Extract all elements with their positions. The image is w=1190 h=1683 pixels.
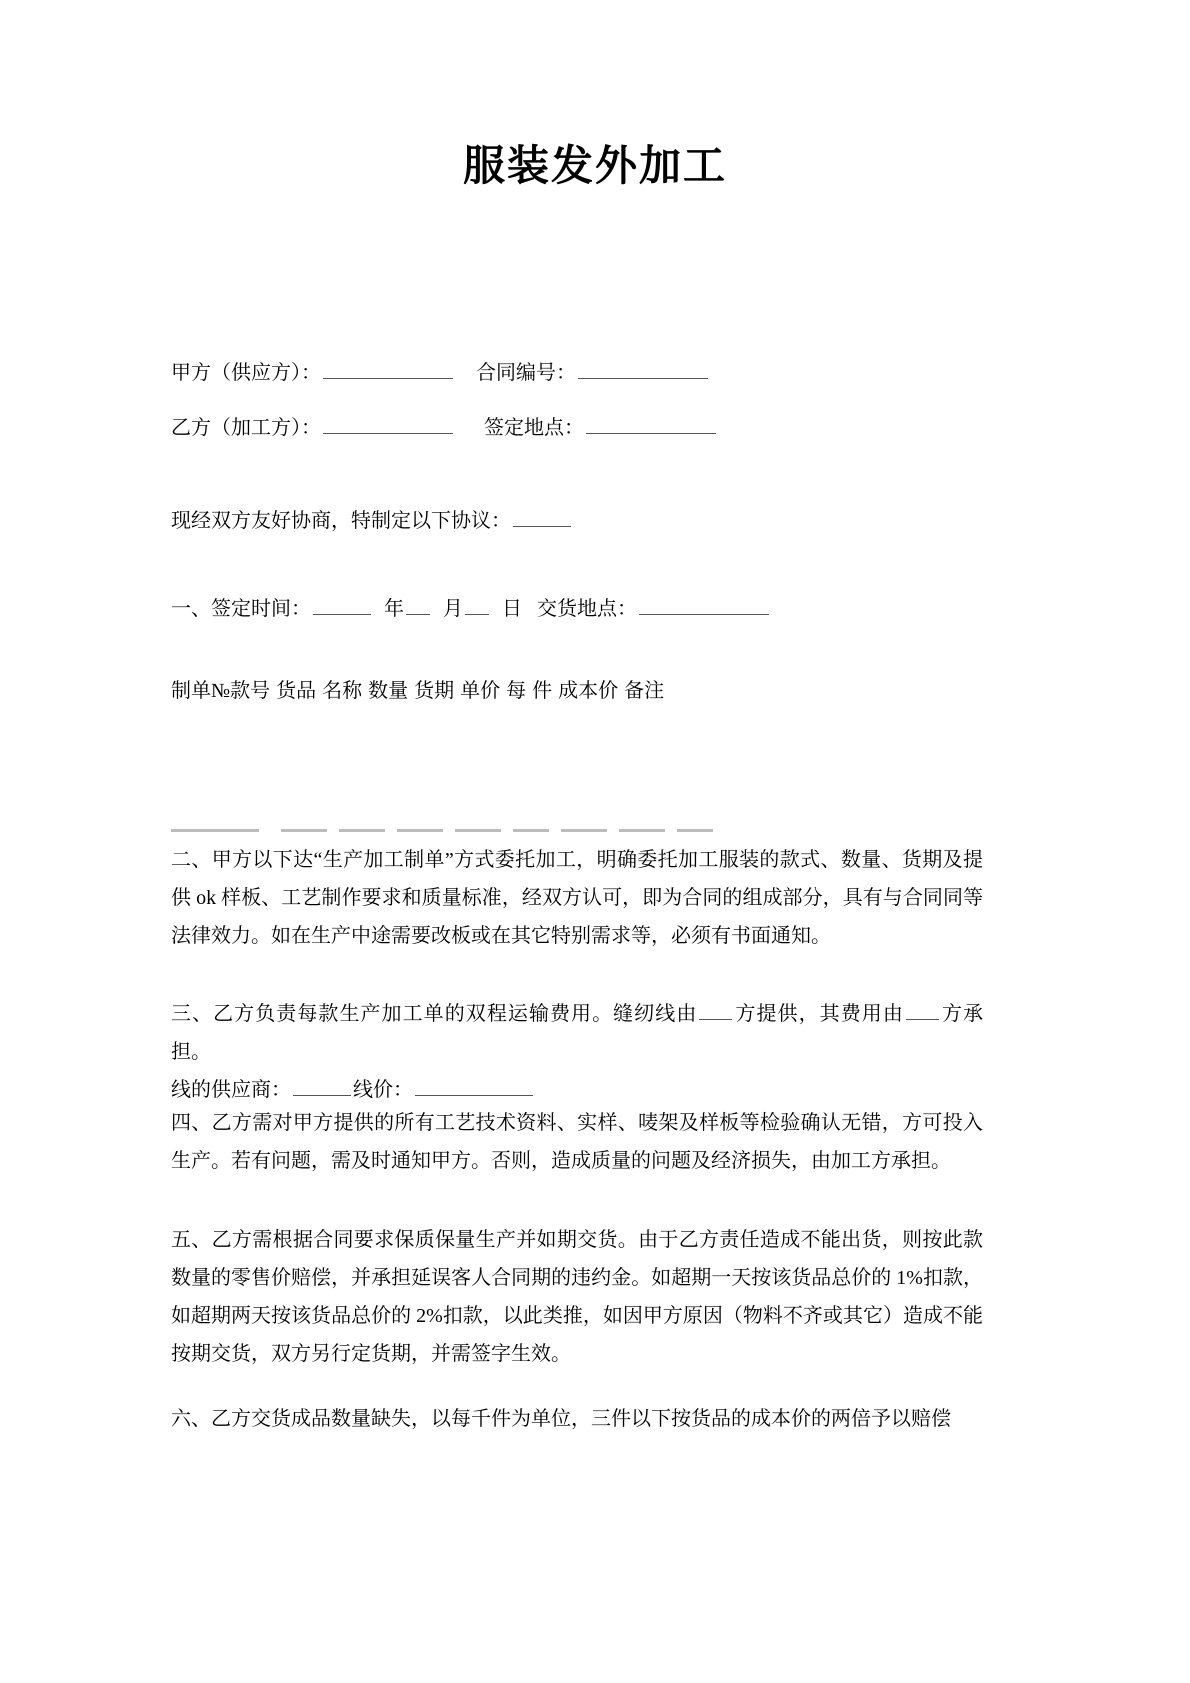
clause-one-line [171,590,983,628]
input-thread-payer[interactable] [906,1000,939,1020]
table-header-cell-5: 单价 [460,680,501,702]
label-party-b: 乙方（加工方）： [171,417,321,439]
table-header-cell-2: 名称 [322,680,363,702]
input-party-a[interactable] [323,359,453,379]
preamble-text: 现经双方友好协商，特制定以下协议： [171,510,511,532]
table-header-cell-6: 每 [506,680,527,702]
clause-three [171,995,983,1109]
clause-three-part3: 方承担。 [171,1003,984,1063]
table-rule-segment[interactable] [339,829,385,832]
table-header-cell-8: 成本价 [558,680,619,702]
party-line-supplier [171,354,983,392]
clause-three-part4: 线的供应商： [171,1079,291,1101]
page-title: 服装发外加工 [462,144,727,190]
preamble-line [171,502,983,540]
input-party-b[interactable] [323,414,453,434]
label-year: 年 [384,598,404,620]
table-rule-segment[interactable] [171,829,259,832]
input-signing-year-blank[interactable] [313,595,371,615]
table-entry-rules[interactable] [171,829,983,835]
input-preamble-blank[interactable] [513,507,571,527]
table-rule-segment[interactable] [397,829,443,832]
table-rule-segment[interactable] [619,829,665,832]
table-rule-segment[interactable] [561,829,607,832]
table-header-cell-7: 件 [532,680,553,702]
input-day[interactable] [465,595,489,615]
label-delivery-place: 交货地点： [537,598,637,620]
input-contract-number[interactable] [578,359,708,379]
table-rule-segment[interactable] [455,829,501,832]
table-rule-segment[interactable] [513,829,549,832]
label-signing-place: 签定地点： [484,417,584,439]
clause-four: 四、乙方需对甲方提供的所有工艺技术资料、实样、唛架及样板等检验确认无错，方可投入生产。若有问题，需及时通知甲方。否则，造成质量的问题及经济损失，由加工方承担。 [171,1112,983,1172]
input-thread-supplier[interactable] [293,1076,351,1096]
table-header-row [171,672,983,710]
table-header-cell-9: 备注 [624,680,665,702]
table-header-cell-0: 制单№款号 [171,680,271,702]
label-day: 日 [502,598,522,620]
input-delivery-place[interactable] [639,595,769,615]
label-month: 月 [443,598,463,620]
party-line-processor [171,409,983,447]
input-thread-provider[interactable] [699,1000,732,1020]
clause-five: 五、乙方需根据合同要求保质保量生产并如期交货。由于乙方责任造成不能出货，则按此款数量的零售价赔偿，并承担延误客人合同期的违约金。如超期一天按该货品总价的 1%扣款，如超期两天按该货品总价的 2%扣款，以此类推，如因甲方原因（物料不齐或其它）造成不能按期交货，双方另行定货期，并需签字生效。 [171,1229,983,1365]
clause-two: 二、甲方以下达“生产加工制单”方式委托加工，明确委托加工服装的款式、数量、货期及提供 ok 样板、工艺制作要求和质量标准，经双方认可，即为合同的组成部分，具有与合同同等法律效力。如在生产中途需要改板或在其它特别需求等，必须有书面通知。 [171,849,983,947]
table-header-cell-1: 货品 [276,680,317,702]
table-rule-segment[interactable] [677,829,713,832]
table-rule-segment[interactable] [281,829,327,832]
input-thread-price[interactable] [415,1076,533,1096]
clause-six: 六、乙方交货成品数量缺失，以每千件为单位，三件以下按货品的成本价的两倍予以赔偿 [171,1408,951,1430]
clause-three-part2: 方提供，其费用由 [734,1003,904,1025]
input-signing-place[interactable] [586,414,716,434]
clause-three-part5: 线价： [353,1079,413,1101]
table-header-cell-3: 数量 [368,680,409,702]
label-contract-number: 合同编号： [476,362,576,384]
table-header-cell-4: 货期 [414,680,455,702]
input-month[interactable] [406,595,430,615]
label-signing-time: 一、签定时间： [171,598,311,620]
label-party-a: 甲方（供应方）： [171,362,321,384]
clause-three-part1: 三、乙方负责每款生产加工单的双程运输费用。缝纫线由 [171,1003,698,1025]
